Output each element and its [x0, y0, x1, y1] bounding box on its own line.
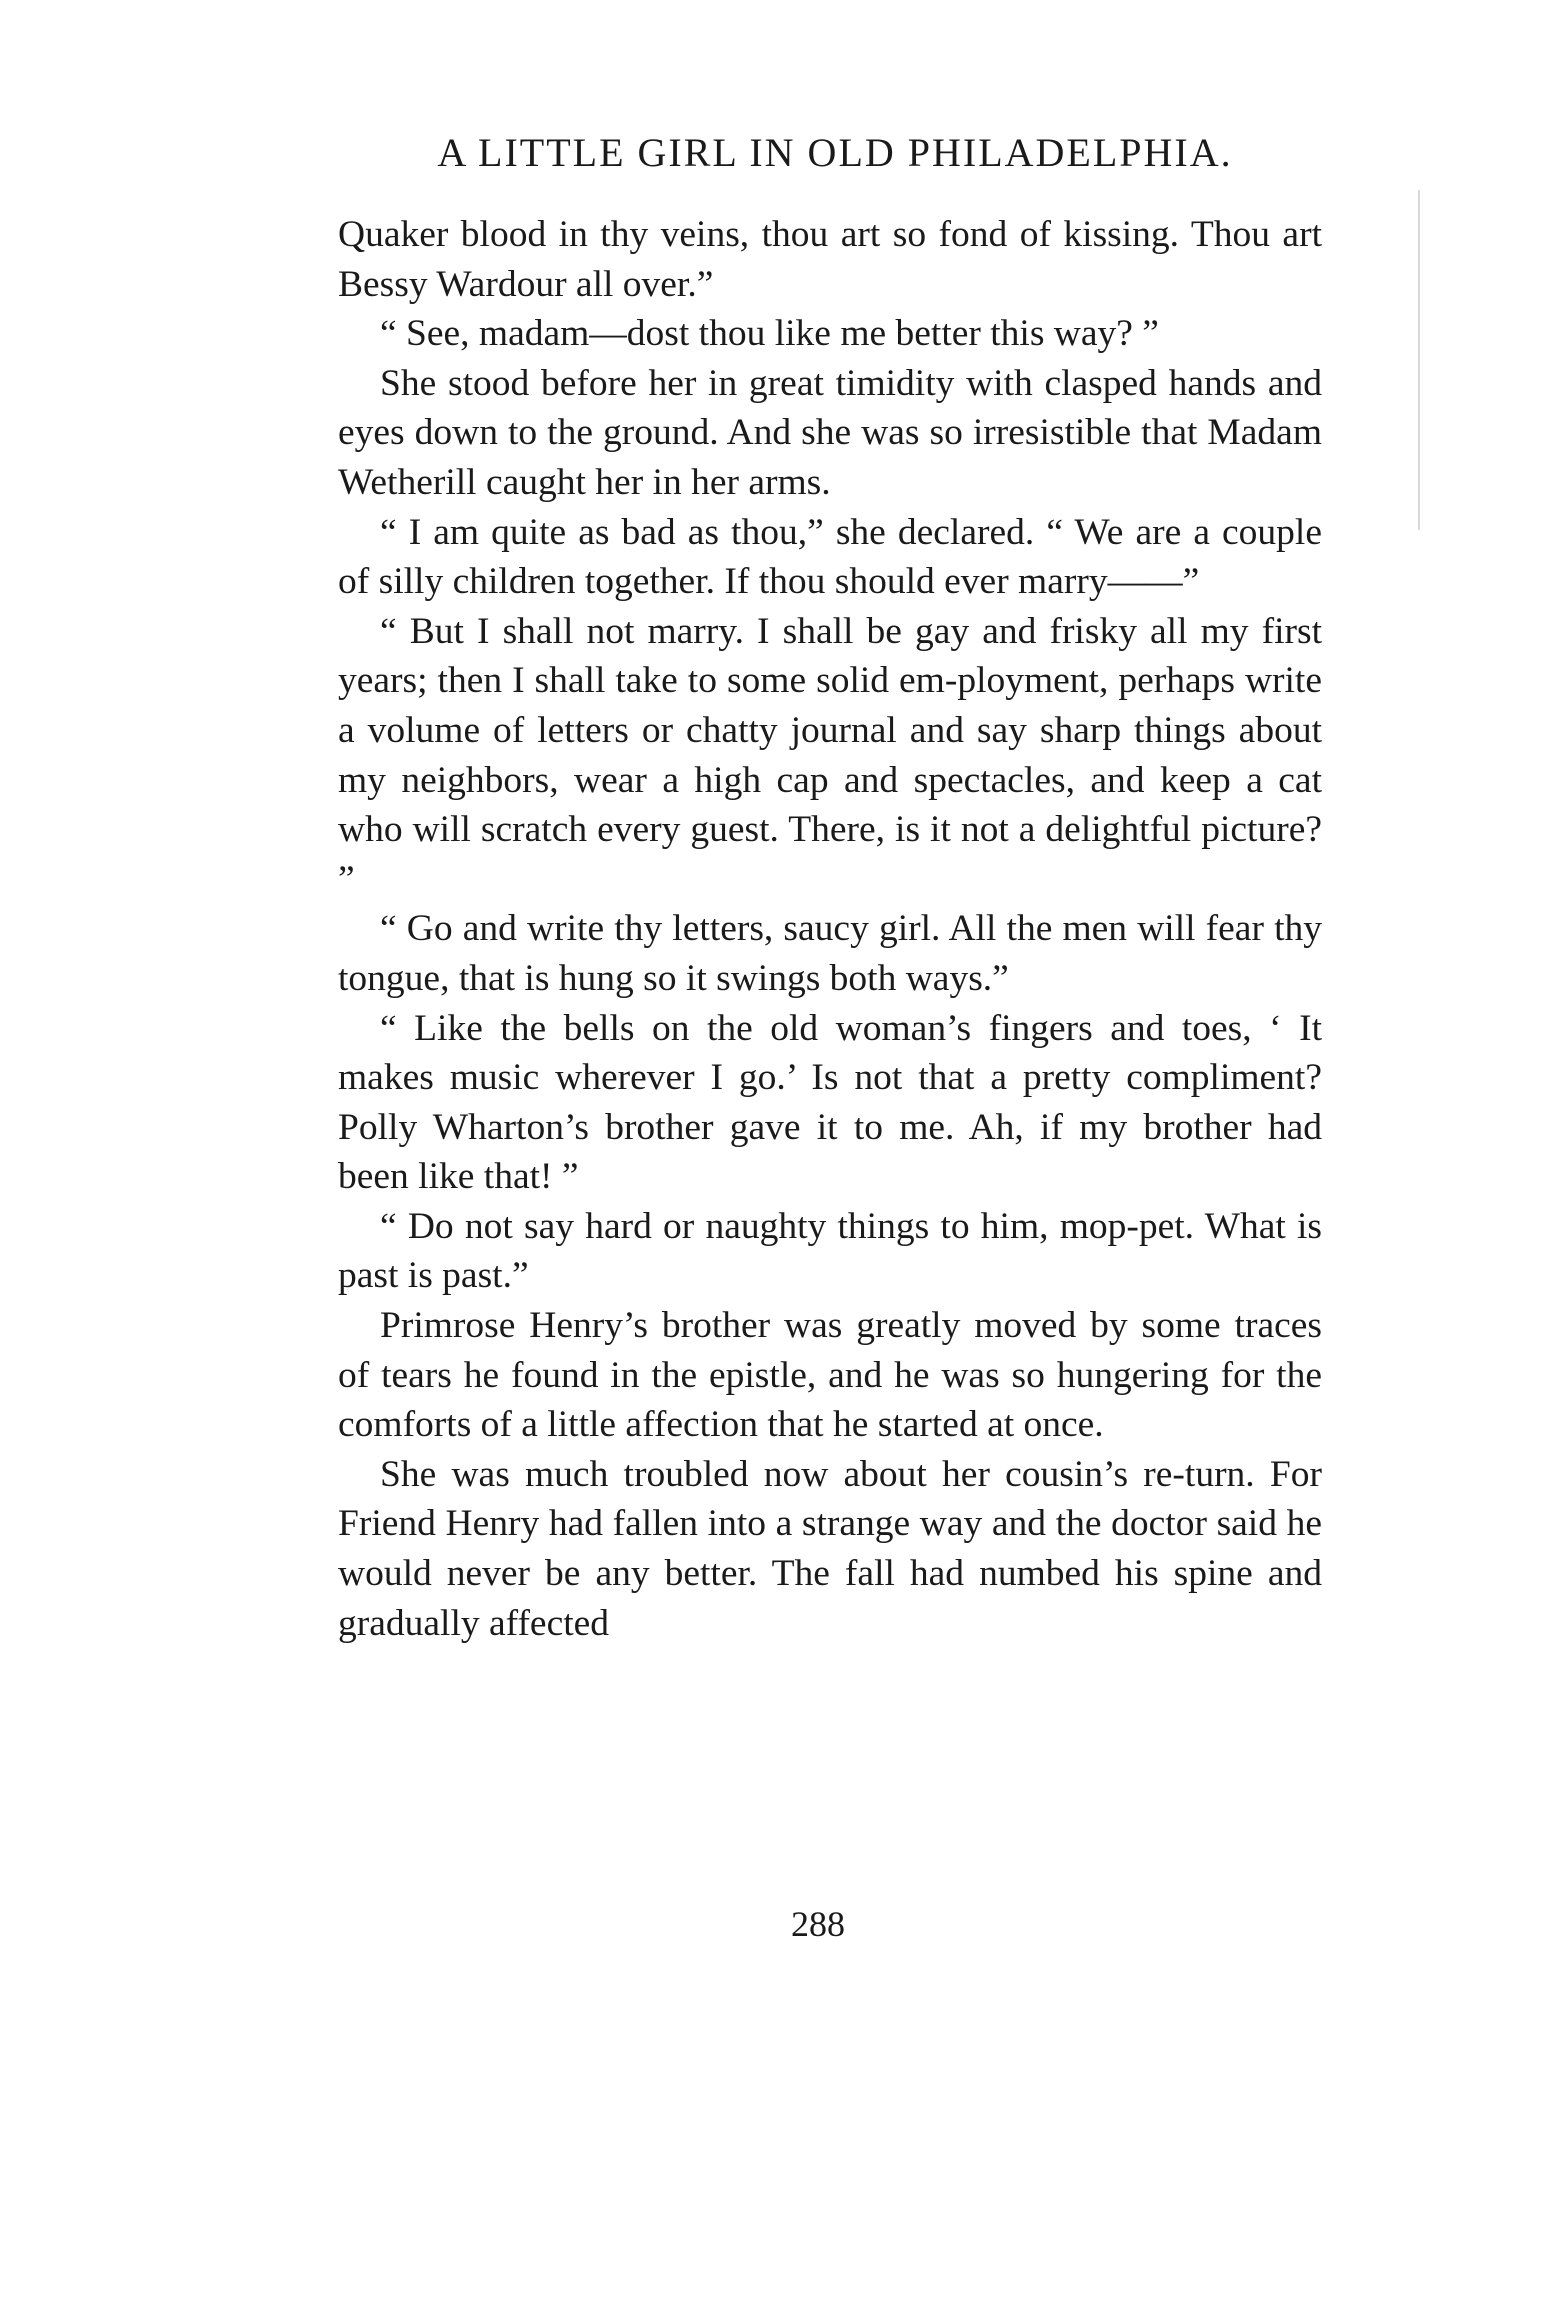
running-head: A LITTLE GIRL IN OLD PHILADELPHIA.: [437, 130, 1233, 175]
paragraph: “ But I shall not marry. I shall be gay and frisky all my first years; then I shall take to some solid em-ployment, perhaps write a volume of letters or chatty journal and say sharp things about my neighbors, wear a high cap and spectacles, and keep a cat who will scratch every guest. There, is it not a delightful picture? ”: [338, 610, 1322, 900]
paragraph: “ Go and write thy letters, saucy girl. All the men will fear thy tongue, that is hung so it swings both ways.”: [338, 908, 1322, 999]
paragraph-continuation: Quaker blood in thy veins, thou art so fond of kissing. Thou art Bessy Wardour all over.”: [338, 214, 1322, 305]
scan-margin-mark: [1418, 190, 1420, 530]
paragraph: She stood before her in great timidity with clasped hands and eyes down to the ground. And she was so irresistible that Madam Wetherill caught her in her arms.: [338, 362, 1322, 503]
body-text: [338, 210, 1322, 1648]
paragraph: “ See, madam—dost thou like me better this way? ”: [380, 313, 1159, 355]
paragraph: Primrose Henry’s brother was greatly moved by some traces of tears he found in the epistle, and he was so hungering for the comforts of a little affection that he started at once.: [338, 1305, 1322, 1446]
page-number: 288: [791, 1904, 845, 1944]
paragraph: “ Like the bells on the old woman’s fingers and toes, ‘ It makes music wherever I go.’ Is not that a pretty compliment? Polly Wharton’s brother gave it to me. Ah, if my brother had been like that! ”: [338, 1007, 1322, 1198]
paragraph: “ Do not say hard or naughty things to him, mop-pet. What is past is past.”: [338, 1205, 1322, 1297]
paragraph: She was much troubled now about her cousin’s re-turn. For Friend Henry had fallen into a strange way and the doctor said he would never be any better. The fall had numbed his spine and gradually affected: [338, 1453, 1322, 1644]
paragraph: “ I am quite as bad as thou,” she declared. “ We are a couple of silly children together. If thou should ever marry——”: [338, 511, 1322, 603]
